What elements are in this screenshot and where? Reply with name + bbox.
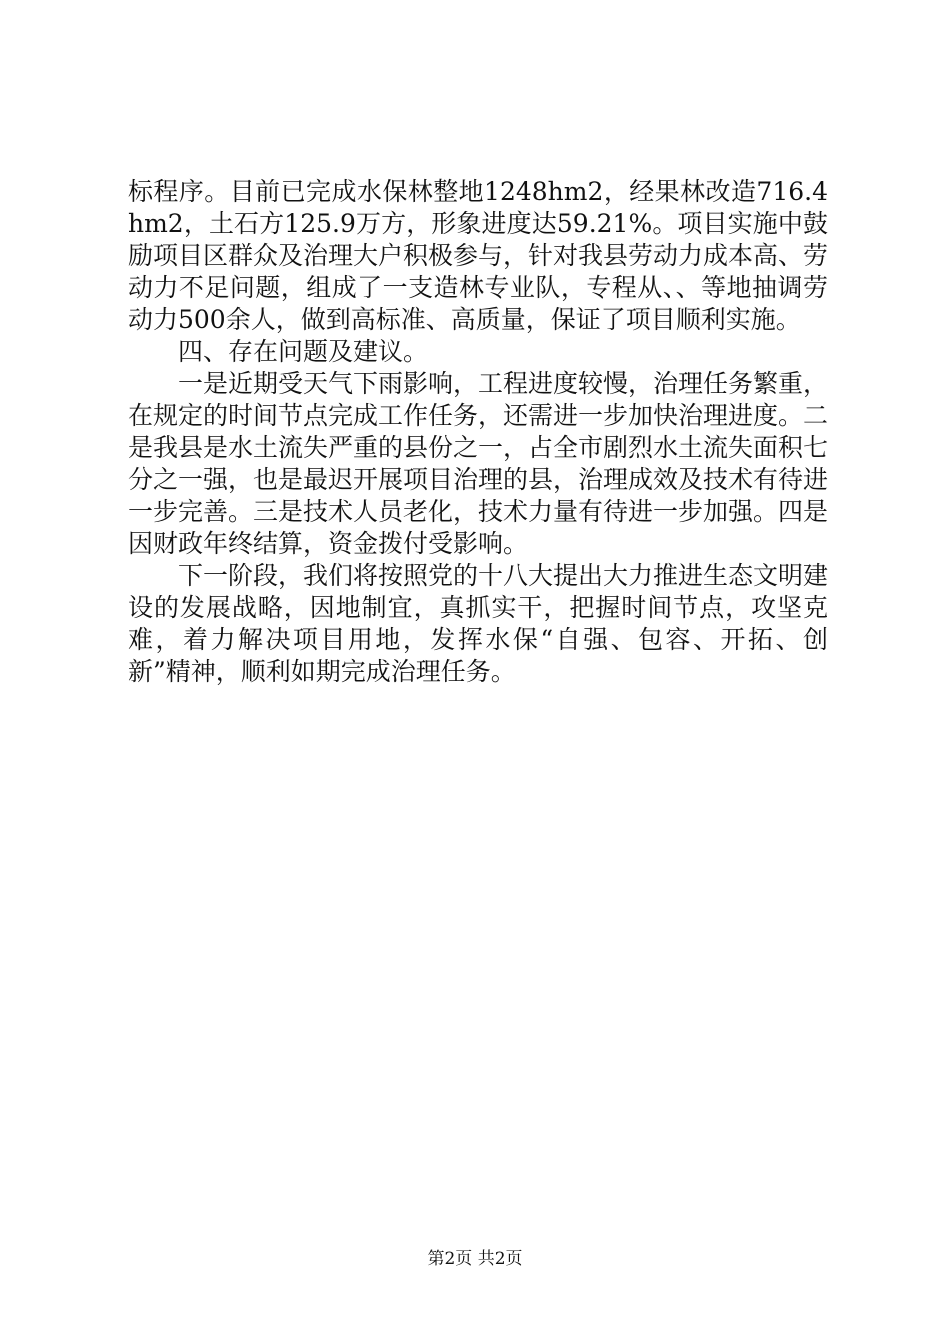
document-body <box>128 176 828 688</box>
page-footer <box>0 1244 950 1269</box>
paragraph-continued: 标程序。目前已完成水保林整地1248hm2，经果林改造716.4hm2，土石方125.9万方，形象进度达59.21%。项目实施中鼓励项目区群众及治理大户积极参与，针对我县劳动力成本高、劳动力不足问题，组成了一支造林专业队，专程从、、等地抽调劳动力500余人，做到高标准、高质量，保证了项目顺利实施。 <box>128 177 829 334</box>
paragraph-next-steps: 下一阶段，我们将按照党的十八大提出大力推进生态文明建设的发展战略，因地制宜，真抓实干，把握时间节点，攻坚克难，着力解决项目用地，发挥水保“自强、包容、开拓、创新”精神，顺利如期完成治理任务。 <box>128 561 829 686</box>
section-heading-issues: 四、存在问题及建议。 <box>178 337 429 366</box>
paragraph-issues: 一是近期受天气下雨影响，工程进度较慢，治理任务繁重，在规定的时间节点完成工作任务，还需进一步加快治理进度。二是我县是水土流失严重的县份之一，占全市剧烈水土流失面积七分之一强，也是最迟开展项目治理的县，治理成效及技术有待进一步完善。三是技术人员老化，技术力量有待进一步加强。四是因财政年终结算，资金拨付受影响。 <box>128 369 829 558</box>
page-number: 第2页 共2页 <box>427 1249 523 1269</box>
